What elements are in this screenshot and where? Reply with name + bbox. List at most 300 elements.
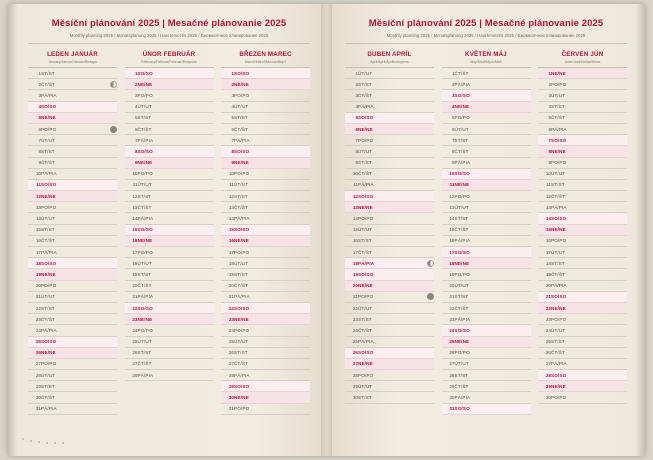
day-row: [538, 381, 627, 392]
day-number: 14: [538, 213, 551, 224]
moon-phase-cell: [99, 235, 117, 246]
day-number: 1: [345, 68, 358, 79]
day-number: 2: [221, 79, 234, 90]
book-gutter: [321, 4, 332, 456]
day-row: [28, 336, 117, 347]
moon-phase-cell: [196, 146, 214, 157]
day-row: [125, 101, 214, 112]
moon-phase-cell: [196, 79, 214, 90]
day-of-week: ÚT/UT: [41, 291, 99, 302]
day-number: 22: [28, 302, 41, 313]
month-alt-4: May/Mai/Május/Май: [442, 60, 531, 68]
day-of-week: ČT/ŠT: [358, 90, 416, 101]
day-row: [345, 381, 434, 392]
day-row: [125, 314, 214, 325]
day-number: 4: [125, 101, 138, 112]
moon-phase-cell: [513, 79, 531, 90]
day-row: [345, 123, 434, 134]
moon-phase-cell: [196, 314, 214, 325]
day-row: [125, 224, 214, 235]
day-row: [221, 370, 310, 381]
day-of-week: NE/NE: [551, 302, 609, 313]
moon-phase-cell: [609, 157, 627, 168]
moon-phase-cell: [292, 191, 310, 202]
day-number: 13: [538, 202, 551, 213]
moon-phase-cell: [292, 347, 310, 358]
month-name-5: ČERVEN JÚN: [561, 51, 604, 58]
day-of-week: ST/ST: [138, 191, 196, 202]
day-row: [345, 68, 434, 79]
day-number: 17: [538, 247, 551, 258]
day-row: [345, 314, 434, 325]
day-row: [442, 135, 531, 146]
day-row: [221, 302, 310, 313]
day-of-week: NE/NE: [358, 123, 416, 134]
moon-phase-cell: [416, 325, 434, 336]
day-number: 21: [221, 291, 234, 302]
moon-phase-cell: [513, 403, 531, 414]
day-of-week: SO/SO: [234, 224, 292, 235]
day-row: [442, 381, 531, 392]
moon-phase-cell: [196, 123, 214, 134]
moon-phase-cell: [196, 168, 214, 179]
day-of-week: SO/SO: [455, 325, 513, 336]
day-row: [125, 325, 214, 336]
day-number: 27: [442, 358, 455, 369]
day-row: [442, 336, 531, 347]
day-row: [28, 235, 117, 246]
day-number: 6: [125, 123, 138, 134]
day-number: 17: [221, 247, 234, 258]
moon-phase-cell: [513, 90, 531, 101]
day-number: 19: [538, 269, 551, 280]
day-number: 3: [442, 90, 455, 101]
moon-phase-cell: [292, 135, 310, 146]
day-of-week: ÚT/UT: [455, 202, 513, 213]
moon-phase-cell: [513, 280, 531, 291]
day-number: 16: [442, 235, 455, 246]
moon-phase-cell: [196, 179, 214, 190]
day-of-week: ČT/ŠT: [455, 146, 513, 157]
day-number: 18: [442, 258, 455, 269]
day-number: 10: [442, 168, 455, 179]
day-of-week: ČT/ŠT: [358, 168, 416, 179]
day-number: 2: [28, 79, 41, 90]
moon-phase-cell: [99, 325, 117, 336]
day-row: [28, 112, 117, 123]
day-row: [442, 202, 531, 213]
day-of-week: PO/PO: [358, 291, 416, 302]
day-of-week: SO/SO: [234, 68, 292, 79]
day-row: [345, 347, 434, 358]
day-number: 7: [345, 135, 358, 146]
moon-phase-cell: [196, 269, 214, 280]
left-month-columns: [28, 51, 310, 415]
moon-phase-cell: [416, 112, 434, 123]
day-row: [442, 224, 531, 235]
day-number: 15: [28, 224, 41, 235]
day-of-week: PO/PO: [551, 79, 609, 90]
day-row: [125, 347, 214, 358]
day-number: 19: [442, 269, 455, 280]
moon-phase-cell: [609, 146, 627, 157]
day-number: 7: [125, 135, 138, 146]
day-number: 11: [125, 179, 138, 190]
moon-phase-cell: [609, 381, 627, 392]
day-number: 8: [345, 146, 358, 157]
day-of-week: ST/ST: [41, 381, 99, 392]
day-row: [221, 247, 310, 258]
day-of-week: ÚT/UT: [138, 258, 196, 269]
moon-phase-cell: [513, 123, 531, 134]
day-of-week: ST/ST: [234, 112, 292, 123]
moon-phase-cell: [196, 157, 214, 168]
month-days-table-0: [28, 68, 117, 415]
day-number: 26: [28, 347, 41, 358]
moon-phase-cell: [196, 370, 214, 381]
day-number: 19: [221, 269, 234, 280]
day-number: 16: [125, 235, 138, 246]
day-number: 28: [221, 370, 234, 381]
moon-phase-icon: [427, 293, 434, 300]
day-of-week: SO/SO: [455, 168, 513, 179]
day-number: 23: [125, 314, 138, 325]
day-number: 5: [345, 112, 358, 123]
moon-phase-cell: [292, 157, 310, 168]
day-number: 29: [538, 381, 551, 392]
day-of-week: PÁ/PIA: [455, 392, 513, 403]
month-days-table-5: [538, 68, 627, 404]
day-of-week: PÁ/PIA: [455, 235, 513, 246]
month-name-1: ÚNOR FEBRUÁR: [142, 51, 196, 58]
day-of-week: ČT/ŠT: [41, 235, 99, 246]
day-number: 20: [538, 280, 551, 291]
day-of-week: PÁ/PIA: [551, 280, 609, 291]
day-of-week: NE/NE: [455, 101, 513, 112]
day-row: [345, 302, 434, 313]
moon-phase-cell: [99, 101, 117, 112]
moon-phase-cell: [292, 112, 310, 123]
moon-phase-cell: [416, 358, 434, 369]
day-number: 17: [345, 247, 358, 258]
day-number: 15: [125, 224, 138, 235]
day-row: [538, 269, 627, 280]
day-row: [221, 291, 310, 302]
day-number: 9: [125, 157, 138, 168]
moon-phase-cell: [292, 403, 310, 414]
day-row: [345, 235, 434, 246]
day-row: [28, 403, 117, 414]
day-row: [442, 258, 531, 269]
day-number: 23: [345, 314, 358, 325]
moon-phase-icon: [110, 81, 117, 88]
day-of-week: ČT/ŠT: [138, 280, 196, 291]
day-of-week: PO/PO: [455, 269, 513, 280]
moon-phase-cell: [609, 101, 627, 112]
day-number: 18: [125, 258, 138, 269]
day-row: [28, 101, 117, 112]
day-of-week: PO/PO: [358, 213, 416, 224]
moon-phase-cell: [292, 325, 310, 336]
day-number: 12: [28, 191, 41, 202]
day-of-week: PÁ/PIA: [455, 79, 513, 90]
day-number: 21: [345, 291, 358, 302]
day-of-week: ST/ST: [455, 291, 513, 302]
day-number: 3: [538, 90, 551, 101]
month-name-4: KVĚTEN MÁJ: [465, 51, 507, 58]
day-row: [125, 258, 214, 269]
moon-phase-cell: [196, 258, 214, 269]
month-alt-3: April/April/Április/Апрель: [345, 60, 434, 68]
moon-phase-cell: [609, 79, 627, 90]
day-of-week: SO/SO: [455, 403, 513, 414]
day-of-week: NE/NE: [358, 358, 416, 369]
day-of-week: ÚT/UT: [358, 224, 416, 235]
moon-phase-cell: [292, 101, 310, 112]
day-number: 21: [28, 291, 41, 302]
moon-phase-cell: [609, 258, 627, 269]
day-of-week: ST/ST: [358, 157, 416, 168]
moon-phase-cell: [99, 68, 117, 79]
moon-phase-cell: [416, 213, 434, 224]
day-of-week: NE/NE: [551, 146, 609, 157]
day-number: 25: [345, 336, 358, 347]
day-of-week: ST/ST: [41, 302, 99, 313]
month-days-table-2: [221, 68, 310, 415]
day-row: [125, 112, 214, 123]
day-row: [538, 101, 627, 112]
moon-phase-cell: [513, 224, 531, 235]
day-row: [221, 213, 310, 224]
day-row: [28, 213, 117, 224]
day-row: [221, 269, 310, 280]
day-of-week: PO/PO: [138, 247, 196, 258]
moon-phase-cell: [292, 358, 310, 369]
moon-phase-cell: [196, 101, 214, 112]
day-number: 13: [221, 202, 234, 213]
moon-phase-cell: [292, 291, 310, 302]
moon-phase-cell: [196, 191, 214, 202]
moon-phase-cell: [99, 358, 117, 369]
day-of-week: ČT/ŠT: [551, 112, 609, 123]
day-of-week: ST/ST: [41, 146, 99, 157]
day-row: [538, 202, 627, 213]
day-row: [125, 157, 214, 168]
day-number: 14: [221, 213, 234, 224]
day-number: 13: [125, 202, 138, 213]
day-of-week: NE/NE: [234, 157, 292, 168]
moon-phase-cell: [416, 235, 434, 246]
day-number: 9: [345, 157, 358, 168]
moon-phase-cell: [196, 302, 214, 313]
moon-phase-cell: [99, 179, 117, 190]
day-row: [221, 325, 310, 336]
day-of-week: NE/NE: [455, 258, 513, 269]
day-row: [442, 235, 531, 246]
moon-phase-cell: [416, 168, 434, 179]
day-row: [28, 224, 117, 235]
day-of-week: ČT/ŠT: [455, 68, 513, 79]
day-of-week: PÁ/PIA: [138, 213, 196, 224]
day-row: [28, 123, 117, 134]
day-of-week: ST/ST: [41, 68, 99, 79]
day-row: [345, 280, 434, 291]
day-row: [28, 179, 117, 190]
moon-phase-cell: [99, 168, 117, 179]
day-number: 23: [538, 314, 551, 325]
day-of-week: PÁ/PIA: [358, 179, 416, 190]
moon-phase-cell: [416, 123, 434, 134]
day-of-week: ST/ST: [358, 392, 416, 403]
day-number: 2: [345, 79, 358, 90]
day-number: 9: [538, 157, 551, 168]
day-row: [442, 247, 531, 258]
moon-phase-cell: [99, 146, 117, 157]
day-number: 17: [442, 247, 455, 258]
day-of-week: ČT/ŠT: [41, 79, 99, 90]
day-number: 10: [221, 168, 234, 179]
day-row: [221, 280, 310, 291]
moon-phase-cell: [99, 213, 117, 224]
moon-phase-cell: [292, 302, 310, 313]
day-number: 6: [538, 123, 551, 134]
day-row: [538, 325, 627, 336]
day-number: 8: [28, 146, 41, 157]
day-number: 25: [221, 336, 234, 347]
moon-phase-cell: [196, 90, 214, 101]
day-row: [125, 202, 214, 213]
day-of-week: SO/SO: [41, 179, 99, 190]
day-number: 13: [28, 202, 41, 213]
day-of-week: ČT/ŠT: [234, 280, 292, 291]
day-row: [28, 302, 117, 313]
day-of-week: PO/PO: [138, 325, 196, 336]
day-of-week: PO/PO: [234, 168, 292, 179]
left-page-edge-shadow: [8, 4, 18, 456]
day-number: 2: [442, 79, 455, 90]
month-column-3: [345, 51, 434, 415]
day-row: [442, 269, 531, 280]
day-of-week: NE/NE: [234, 79, 292, 90]
day-of-week: PO/PO: [234, 325, 292, 336]
moon-phase-cell: [513, 291, 531, 302]
day-of-week: NE/NE: [455, 336, 513, 347]
moon-phase-icon: [110, 126, 117, 133]
day-number: 13: [345, 202, 358, 213]
day-row: [221, 157, 310, 168]
day-row: [538, 302, 627, 313]
day-number: 16: [221, 235, 234, 246]
moon-phase-cell: [609, 280, 627, 291]
moon-phase-cell: [513, 247, 531, 258]
moon-phase-cell: [99, 269, 117, 280]
day-of-week: NE/NE: [138, 157, 196, 168]
day-row: [538, 258, 627, 269]
day-of-week: NE/NE: [551, 68, 609, 79]
month-name-3: DUBEN APRÍL: [367, 51, 412, 58]
notebook-spread: [8, 4, 645, 456]
day-number: 1: [221, 68, 234, 79]
day-number: 9: [442, 157, 455, 168]
day-row: [442, 358, 531, 369]
day-number: 1: [125, 68, 138, 79]
day-row: [125, 135, 214, 146]
day-number: 30: [442, 392, 455, 403]
day-of-week: NE/NE: [234, 235, 292, 246]
moon-phase-cell: [196, 247, 214, 258]
moon-phase-cell: [99, 202, 117, 213]
day-row: [345, 325, 434, 336]
day-row: [442, 314, 531, 325]
day-of-week: ST/ST: [234, 191, 292, 202]
day-of-week: SO/SO: [358, 347, 416, 358]
moon-phase-cell: [416, 179, 434, 190]
day-row: [221, 235, 310, 246]
moon-phase-cell: [416, 247, 434, 258]
moon-phase-cell: [196, 202, 214, 213]
day-of-week: PO/PO: [138, 168, 196, 179]
day-row: [345, 336, 434, 347]
day-of-week: SO/SO: [41, 258, 99, 269]
day-number: 24: [28, 325, 41, 336]
day-row: [538, 79, 627, 90]
day-number: 17: [125, 247, 138, 258]
day-row: [28, 79, 117, 90]
month-column-2: [221, 51, 310, 415]
left-page-content: [28, 18, 310, 438]
day-row: [125, 146, 214, 157]
day-number: 25: [28, 336, 41, 347]
day-of-week: ÚT/UT: [138, 101, 196, 112]
moon-phase-cell: [513, 314, 531, 325]
day-of-week: ČT/ŠT: [551, 191, 609, 202]
day-row: [28, 68, 117, 79]
day-of-week: PO/PO: [41, 202, 99, 213]
moon-phase-cell: [292, 269, 310, 280]
day-row: [442, 392, 531, 403]
month-alt-1: February/Februar/Február/Февраль: [125, 60, 214, 68]
day-number: 20: [125, 280, 138, 291]
moon-phase-cell: [292, 235, 310, 246]
moon-phase-cell: [196, 347, 214, 358]
day-row: [345, 146, 434, 157]
day-of-week: ČT/ŠT: [551, 347, 609, 358]
day-row: [345, 370, 434, 381]
day-of-week: PÁ/PIA: [551, 358, 609, 369]
day-number: 8: [221, 146, 234, 157]
day-row: [345, 224, 434, 235]
day-row: [28, 191, 117, 202]
day-number: 19: [28, 269, 41, 280]
moon-phase-cell: [513, 179, 531, 190]
day-of-week: ČT/ŠT: [455, 302, 513, 313]
day-of-week: NE/NE: [41, 112, 99, 123]
right-page-title: Měsíční plánování 2025 | Mesačné plánovanie 2025: [368, 18, 604, 29]
day-row: [28, 157, 117, 168]
day-of-week: ČT/ŠT: [138, 123, 196, 134]
day-of-week: PO/PO: [234, 403, 292, 414]
day-of-week: PÁ/PIA: [234, 291, 292, 302]
day-row: [28, 247, 117, 258]
day-row: [345, 135, 434, 146]
moon-phase-cell: [99, 381, 117, 392]
day-number: 12: [221, 191, 234, 202]
day-of-week: PO/PO: [551, 314, 609, 325]
day-of-week: ST/ST: [358, 235, 416, 246]
day-number: 23: [28, 314, 41, 325]
moon-phase-cell: [513, 235, 531, 246]
day-of-week: PÁ/PIA: [358, 101, 416, 112]
